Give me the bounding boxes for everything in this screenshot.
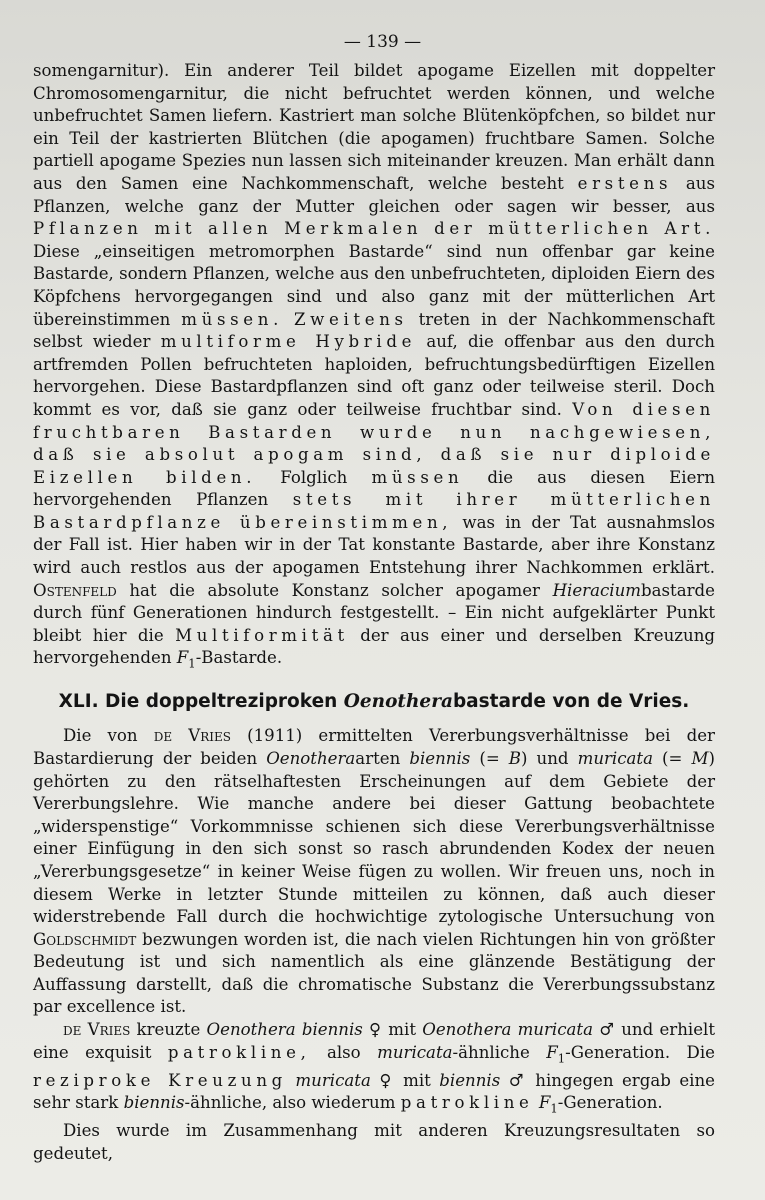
text-run: bezwungen worden ist, die nach vielen Richtungen hin von größter Bedeutung ist und sich namentlich als eine glänzende Bestätigung der Auffassung darstellt, daß die chromatische Substanz die Vererbungssubstanz par excellence ist.	[33, 929, 715, 1017]
generation-symbol: F	[538, 1093, 551, 1113]
text-run: arten	[355, 748, 410, 768]
text-run: ) und	[521, 748, 578, 768]
section-heading	[33, 689, 715, 715]
paragraph-2	[33, 725, 715, 1019]
text-run: ♀ mit	[362, 1020, 423, 1040]
species-name: muricata	[295, 1070, 371, 1090]
paragraph-1	[33, 60, 715, 675]
heading-prefix: XLI. Die doppeltreziproken	[58, 691, 344, 713]
spaced-emphasis: Pflanzen mit allen Merkmalen der mütterlichen Art.	[33, 219, 715, 239]
text-run	[283, 310, 294, 329]
page-number: — 139 —	[343, 32, 422, 52]
author-name: Goldschmidt	[33, 929, 137, 949]
text-run: aus Pflanzen, welche ganz der Mutter gleichen oder sagen wir besser, aus	[33, 173, 715, 216]
generation-subscript: 1	[550, 1101, 558, 1116]
spaced-emphasis: Multiformität	[175, 625, 349, 645]
text-run: was in der Tat ausnahmslos der Fall ist. Hier haben wir in der Tat konstante Bastarde, aber ihre Konstanz wird auch restlos aus der apogamen Entstehung ihrer Nachkommen erklärt.	[33, 512, 715, 578]
species-name: biennis	[123, 1093, 185, 1113]
spaced-emphasis: reziproke Kreuzung	[33, 1070, 287, 1090]
spaced-emphasis: multiforme Hybride	[160, 332, 417, 352]
paragraph-3	[33, 1019, 715, 1120]
text-run: (=	[470, 748, 509, 768]
text-run: bastarde durch fünf Generationen hindurch festgestellt. – Ein nicht aufgeklärter Punkt bleibt hier die	[33, 580, 715, 645]
symbol: B	[508, 748, 521, 768]
species-name: Oenothera biennis	[206, 1020, 363, 1040]
text-run: -ähnliche	[452, 1042, 547, 1062]
text-run: Diese „einseitigen metromorphen Bastarde“ sind nun offenbar gar keine Bastarde, sondern Pflanzen, welche aus den unbefruchteten, diploiden Eiern des Köpfchens hervorgegangen sind und also ganz mit der mütterlichen Art übereinstimmen	[33, 241, 715, 329]
generation-symbol: F	[546, 1042, 558, 1062]
text-run: -Bastarde.	[195, 648, 283, 668]
text-run: kreuzte	[130, 1020, 207, 1040]
text-run: treten in der Nachkommenschaft selbst wieder	[33, 309, 715, 352]
text-run: ) gehörten zu den rätselhaftesten Erscheinungen auf dem Gebiete der Vererbungslehre. Wie manche andere bei dieser Gattung beobachtete „widerspenstige“ Vorkommnisse schienen sich diese Vererbungsverhältnisse einer Einfügung in den sich sonst so rasch abrundenden Kodex der neuen „Vererbungsgesetze“ in keiner Weise fügen zu wollen. Wir freuen uns, noch in diesem Werke in letzter Stunde mitteilen zu können, daß auch dieser widerstrebende Fall durch die hochwichtige zytologische Untersuchung von	[33, 748, 715, 927]
symbol: M	[691, 748, 709, 768]
text-run: -Generation.	[557, 1093, 663, 1113]
species-name: muricata	[377, 1042, 453, 1062]
generation-subscript: 1	[188, 656, 196, 671]
text-run: somengarnitur). Ein anderer Teil bildet apogame Eizellen mit doppelter Chromosomengarnitur, die nicht befruchtet werden können, und welche unbefruchtet Samen liefern. Kastriert man solche Blütenköpfchen, so bildet nur ein Teil der kastrierten Blütchen (die apogamen) fruchtbare Samen. Solche partiell apogame Spezies nun lassen sich miteinander kreuzen. Man erhält dann aus den Samen eine Nachkommenschaft, welche besteht	[33, 61, 715, 193]
spaced-emphasis: müssen	[371, 467, 464, 487]
spaced-emphasis: Von diesen fruchtbaren Bastarden wurde nun nachgewiesen, daß sie absolut apogam sind, daß sie nur diploide Eizellen bilden.	[33, 399, 715, 487]
text-run: die aus diesen Eiern hervorgehenden Pflanzen	[33, 467, 716, 510]
spaced-emphasis: stets mit ihrer mütterlichen Bastardpflanze übereinstimmen,	[33, 490, 715, 532]
text-run: auf, die offenbar aus den durch artfremden Pollen befruchteten haploiden, befruchtungsbedürftigen Eizellen hervorgehen. Diese Bastardpflanzen sind oft ganz oder teilweise steril. Doch kommt es vor, daß sie ganz oder teilweise fruchtbar sind.	[33, 332, 715, 419]
spaced-emphasis: patrokline	[400, 1093, 534, 1113]
heading-genus: Oenothera	[343, 691, 453, 713]
paragraph-4: Dies wurde im Zusammenhang mit anderen Kreuzungsresultaten so gedeutet,	[33, 1121, 715, 1163]
text-run: also	[310, 1042, 378, 1062]
species-name: biennis	[409, 748, 471, 768]
text-run: ♂ und erhielt eine exquisit	[33, 1020, 715, 1062]
heading-suffix: bastarde von de Vries.	[452, 691, 690, 713]
text-run: der aus einer und derselben Kreuzung hervorgehenden	[33, 625, 716, 668]
genus-name: Oenothera	[266, 748, 356, 768]
author-name: de Vries	[153, 726, 231, 746]
text-run: (1911) ermittelten Vererbungsverhältnisse bei der Bastardierung der beiden	[33, 726, 715, 768]
text-run: (=	[653, 748, 692, 768]
spaced-emphasis: müssen.	[181, 309, 284, 329]
text-run: ♂ hingegen ergab eine sehr stark	[33, 1070, 715, 1113]
body-text	[33, 60, 715, 1165]
text-run: -Generation. Die	[565, 1042, 715, 1062]
spaced-emphasis: patrokline,	[167, 1042, 311, 1062]
spaced-emphasis: Zweitens	[293, 309, 408, 329]
author-name: Ostenfeld	[33, 580, 117, 600]
text-run: hat die absolute Konstanz solcher apogamer	[116, 580, 553, 600]
species-name: Oenothera muricata	[422, 1020, 593, 1040]
generation-symbol: F	[176, 648, 189, 668]
species-name: biennis	[439, 1070, 501, 1090]
text-run: -ähnliche, also wiederum	[184, 1093, 401, 1113]
generation-subscript: 1	[557, 1050, 566, 1065]
species-name: muricata	[577, 748, 653, 768]
spaced-emphasis: erstens	[577, 173, 673, 193]
text-run: ♀ mit	[370, 1070, 440, 1090]
text-run: Die von	[63, 726, 154, 746]
author-name: de Vries	[63, 1020, 131, 1040]
text-run: Folglich	[256, 467, 372, 487]
genus-name: Hieracium	[552, 580, 642, 600]
